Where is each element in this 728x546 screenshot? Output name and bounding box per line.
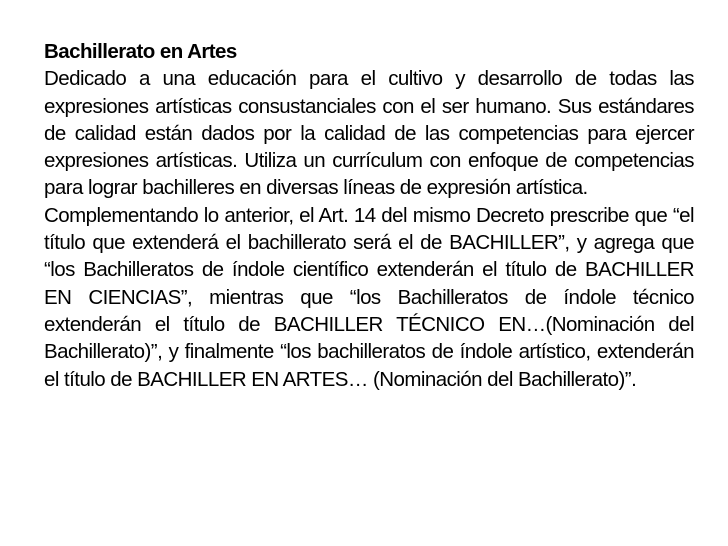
slide-content [44,38,694,393]
paragraph-decreto-art14: Complementando lo anterior, el Art. 14 del mismo Decreto prescribe que “el título que extenderá el bachillerato será el de BACHILLER”, y agrega que “los Bachilleratos de índole científico extenderán el título de BACHILLER EN CIENCIAS”, mientras que “los Bachilleratos de índole técnico extenderán el título de BACHILLER TÉCNICO EN…(Nominación del Bachillerato)”, y finalmente “los bachilleratos de índole artístico, extenderán el título de BACHILLER EN ARTES… (Nominación del Bachillerato)”. [44,203,694,391]
section-title: Bachillerato en Artes [44,40,237,63]
paragraph-artes-description: Dedicado a una educación para el cultivo y desarrollo de todas las expresiones artísticas consustanciales con el ser humano. Sus estándares de calidad están dados por la calidad de las competencias para ejercer expresiones artísticas. Utiliza un currículum con enfoque de competencias para lograr bachilleres en diversas líneas de expresión artística. [44,67,694,200]
